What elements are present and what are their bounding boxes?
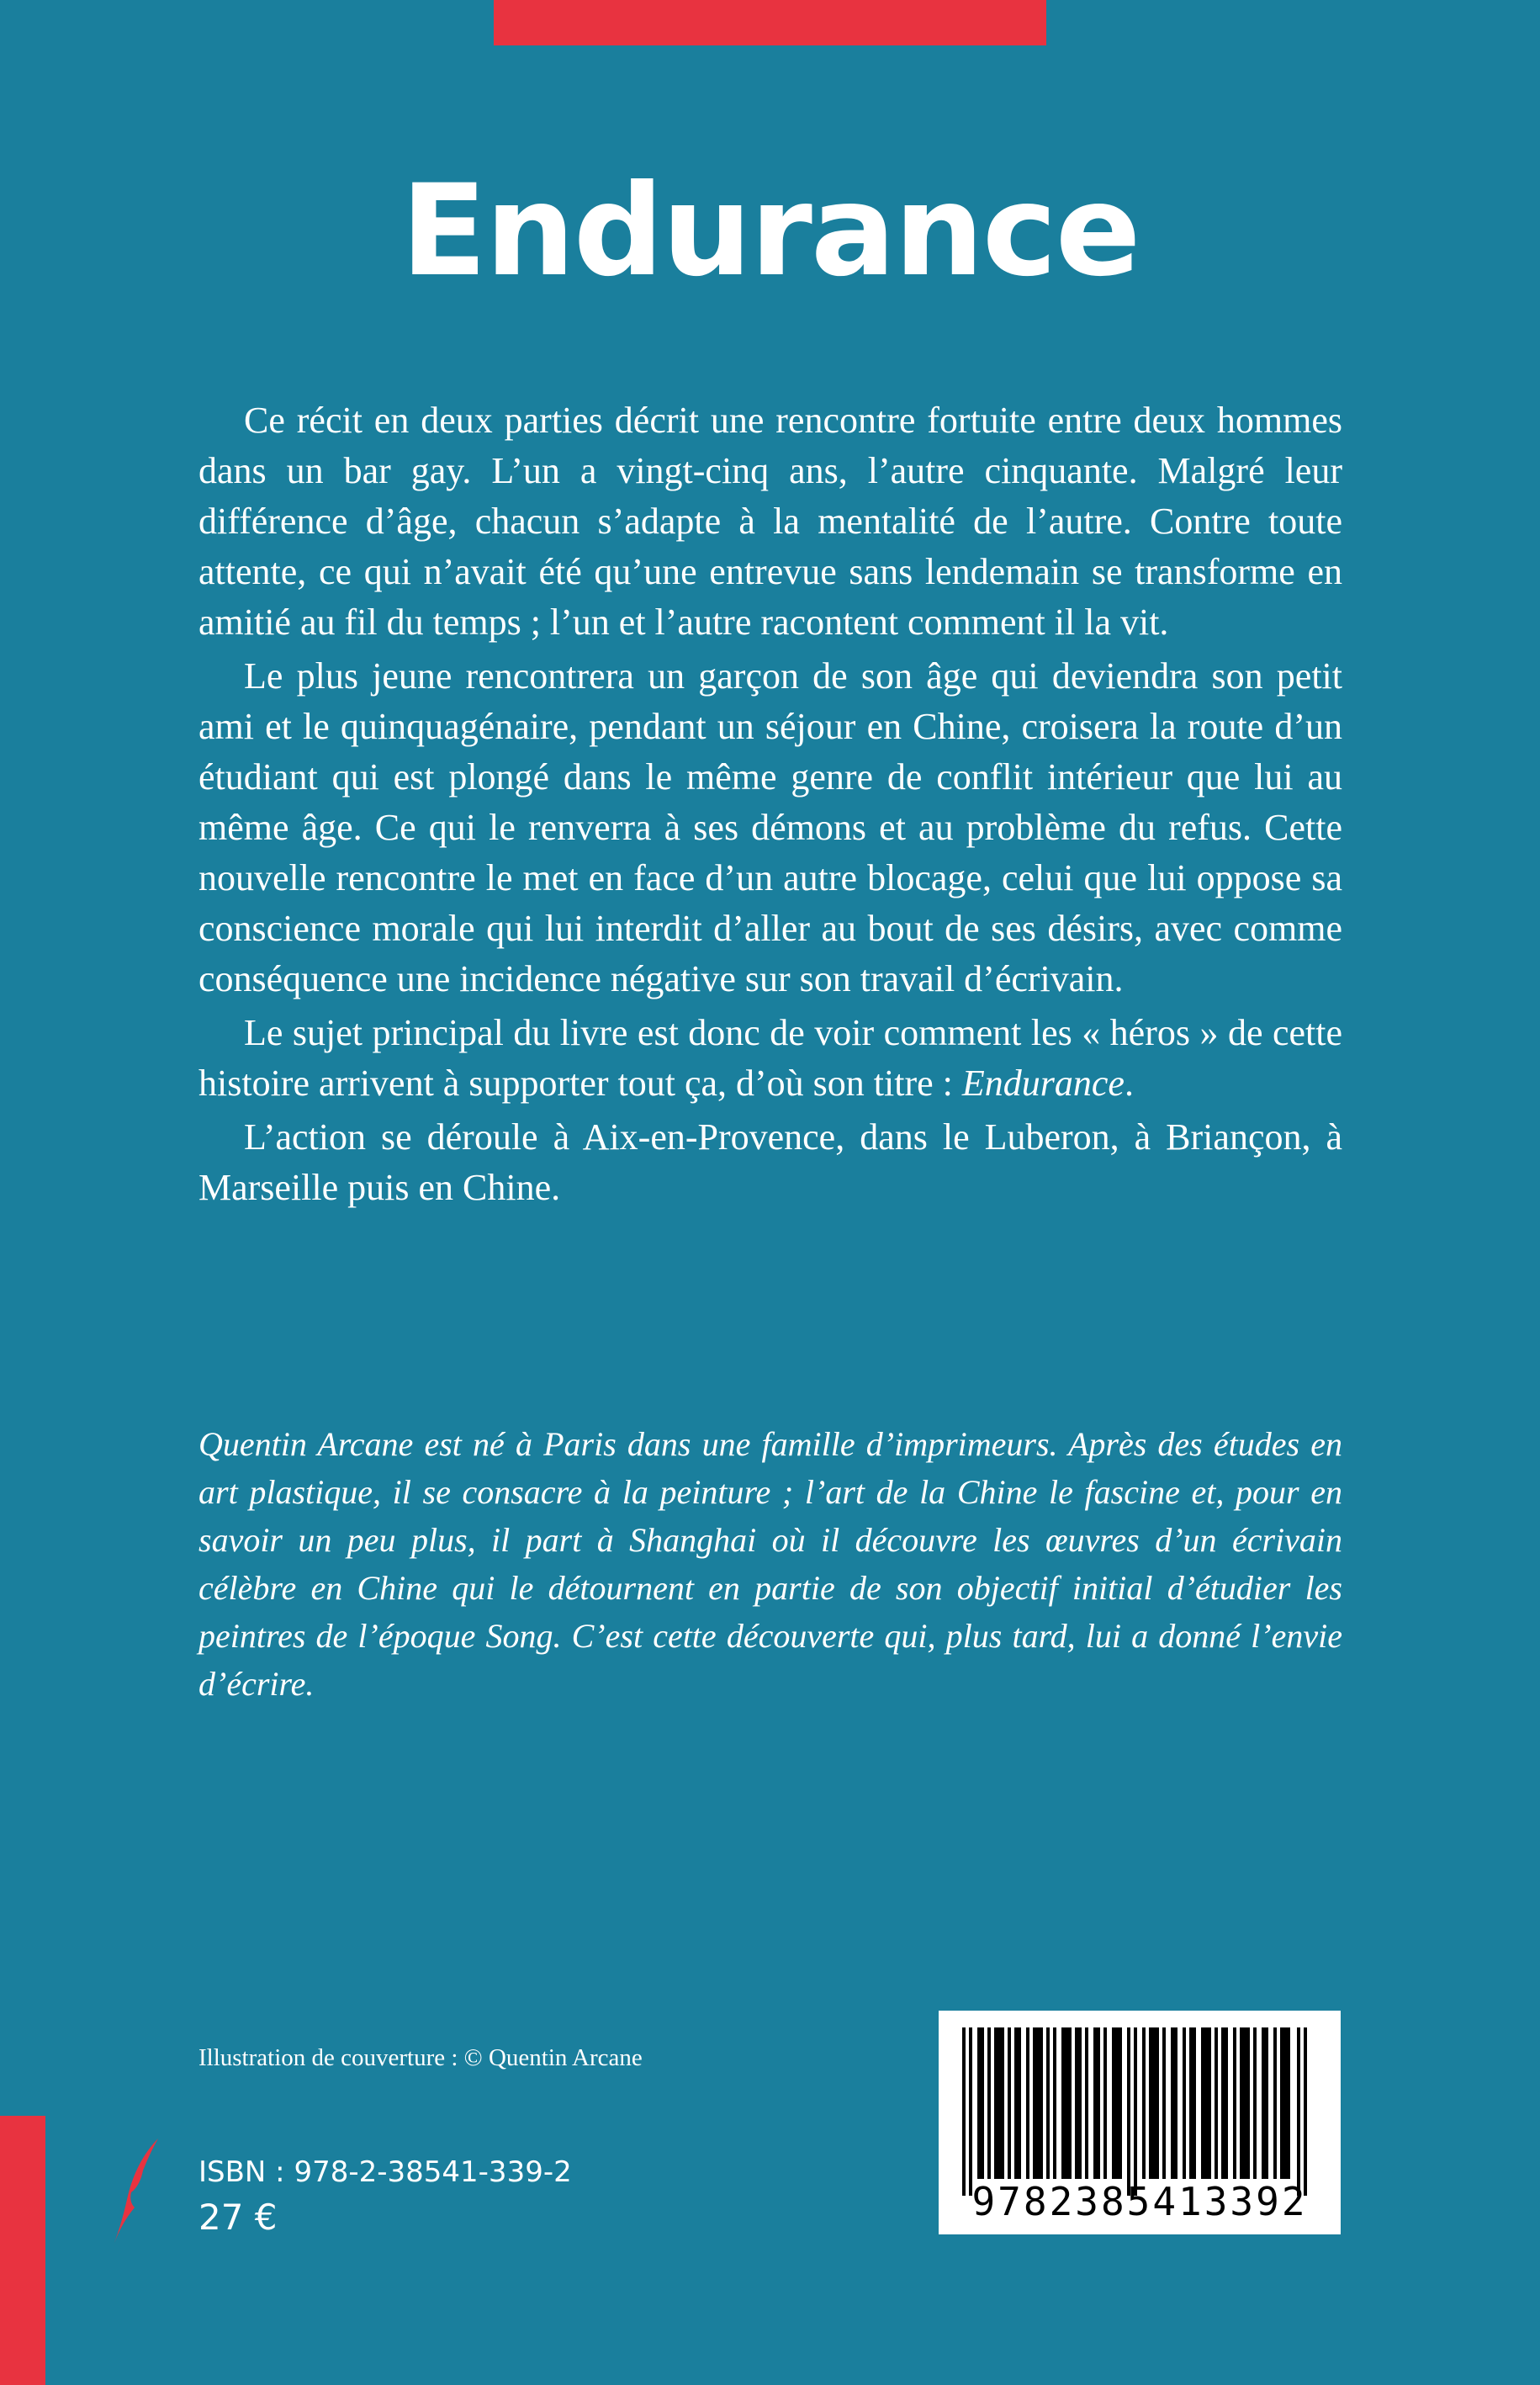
book-summary xyxy=(198,395,1342,1216)
barcode xyxy=(939,2011,1341,2234)
isbn: ISBN : 978-2-38541-339-2 xyxy=(198,2155,572,2189)
summary-paragraph: Le plus jeune rencontrera un garçon de son âge qui deviendra son petit ami et le quinquagénaire, pendant un séjour en Chine, croisera la route d’un étudiant qui est plongé dans le même genre de conflit intérieur que lui au même âge. Ce qui le renverra à ses démons et au problème du refus. Cette nouvelle rencontre le met en face d’un autre blocage, celui que lui oppose sa conscience morale qui lui interdit d’aller au bout de ses désirs, avec comme conséquence une incidence négative sur son travail d’écrivain. xyxy=(198,655,1342,999)
author-bio: Quentin Arcane est né à Paris dans une famille d’imprimeurs. Après des études en art plastique, il se consacre à la peinture ; l’art de la Chine le fascine et, pour en savoir un peu plus, il part à Shanghai où il découvre les œuvres d’un écrivain célèbre en Chine qui le détournent en partie de son objectif initial d’étudier les peintres de l’époque Song. C’est cette découverte qui, plus tard, lui a donné l’envie d’écrire. xyxy=(198,1425,1342,1703)
book-title: Endurance xyxy=(400,158,1140,305)
summary-paragraph: L’action se déroule à Aix-en-Provence, dans le Luberon, à Briançon, à Marseille puis en Chine. xyxy=(198,1116,1342,1208)
top-accent-bar xyxy=(494,0,1046,45)
summary-text: Le sujet principal du livre est donc de voir comment les « héros » de cette histoire arrivent à supporter tout ça, d’où son titre : xyxy=(198,1012,1342,1104)
barcode-number: 9782385413392 xyxy=(971,2179,1308,2224)
summary-title-reference: Endurance xyxy=(961,1063,1125,1104)
summary-paragraph xyxy=(198,1008,1342,1109)
cover-credit: Illustration de couverture : © Quentin Arcane xyxy=(198,2044,643,2071)
side-accent-bar xyxy=(0,2116,45,2385)
feather-icon xyxy=(109,2137,160,2246)
summary-paragraph: Ce récit en deux parties décrit une rencontre fortuite entre deux hommes dans un bar gay. L’un a vingt-cinq ans, l’autre cinquante. Malgré leur différence d’âge, chacun s’adapte à la mentalité de l’autre. Contre toute attente, ce qui n’avait été qu’une entrevue sans lendemain se transforme en amitié au fil du temps ; l’un et l’autre racontent comment il la vit. xyxy=(198,400,1342,643)
price: 27 € xyxy=(198,2197,278,2238)
summary-text: . xyxy=(1124,1063,1134,1104)
